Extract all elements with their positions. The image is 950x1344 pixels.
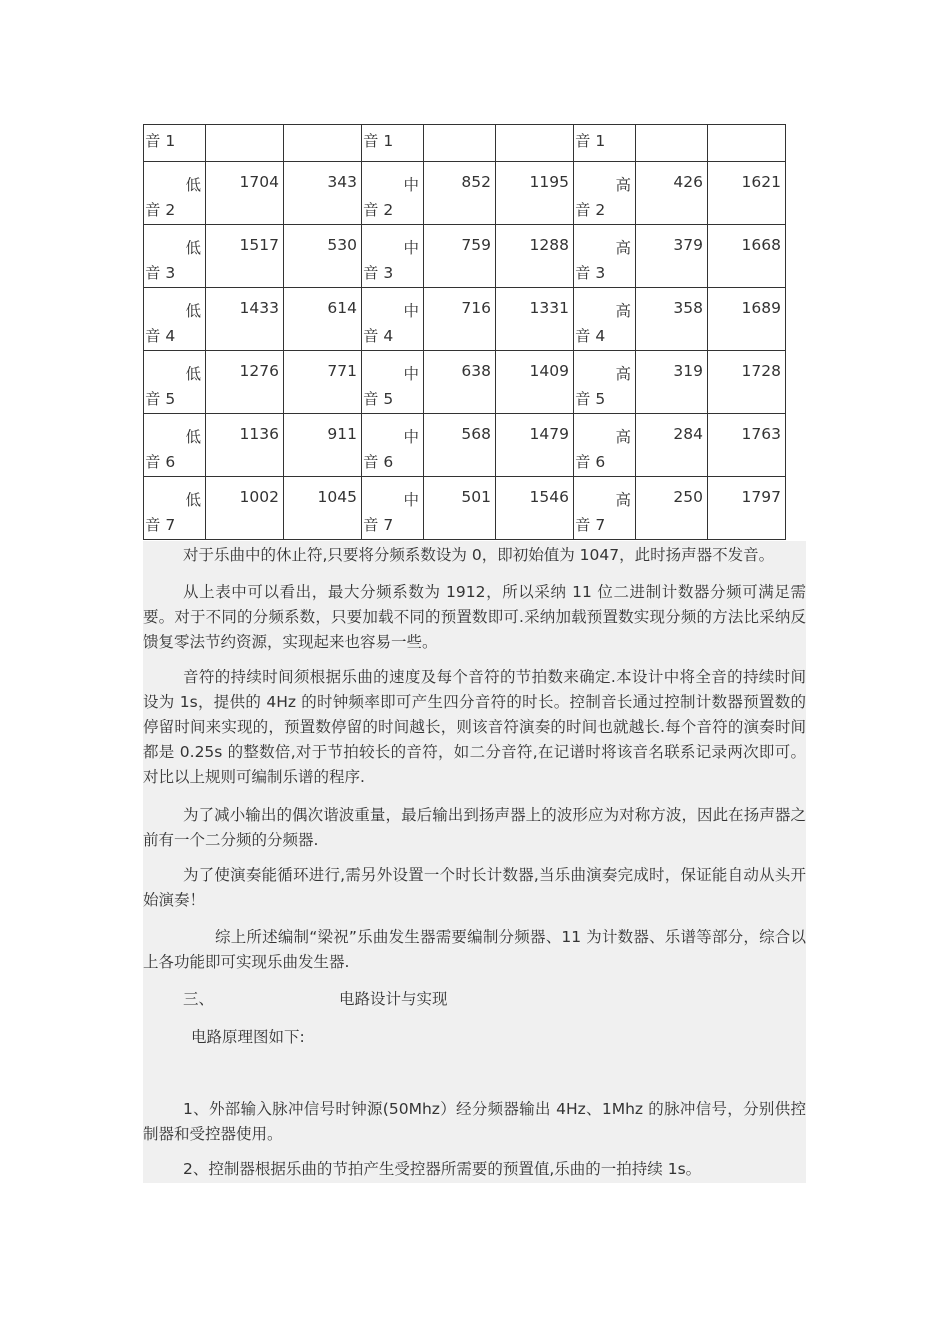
table-row [144,162,786,225]
register-label: 高 [615,365,631,383]
cell-value: 852 [461,173,491,191]
cell-value: 1045 [317,488,357,506]
section-title: 电路设计与实现 [339,990,448,1008]
paragraph-duration: 音符的持续时间须根据乐曲的速度及每个音符的节拍数来确定.本设计中将全音的持续时间设为 1s，提供的 4Hz 的时钟频率即可产生四分音符的时长。控制音长通过控制计数器预置数的停留时间来实现的，预置数停留的时间越长，则该音符演奏的时间也就越长.每个音符的演奏时间都是 0.25s 的整数倍,对于节拍较长的音符，如二分音符,在记谱时将该音名联系记录两次即可。对比以上规则可编制乐谱的程序. [143,668,806,786]
preset-value-cell [284,477,362,540]
preset-value-cell [496,125,574,162]
note-name-cell [144,414,206,477]
note-label: 音 7 [363,516,394,534]
note-label: 音 3 [145,264,176,282]
cell-value: 1002 [239,488,279,506]
cell-value: 1689 [741,299,781,317]
cell-value: 759 [461,236,491,254]
cell-value: 1517 [239,236,279,254]
note-name-cell [144,225,206,288]
divider-value-cell [424,225,496,288]
note-label: 音 6 [145,453,176,471]
preset-value-cell [708,477,786,540]
note-name-cell [362,225,424,288]
register-label: 高 [615,302,631,320]
divider-value-cell [636,125,708,162]
cell-value: 716 [461,299,491,317]
divider-value-cell [206,351,284,414]
note-name-cell [574,414,636,477]
register-label: 低 [185,428,201,446]
register-label: 中 [403,365,419,383]
cell-value: 614 [327,299,357,317]
register-label: 高 [615,239,631,257]
note-name-cell [144,125,206,162]
register-label: 中 [403,428,419,446]
note-name-cell [574,162,636,225]
register-label: 低 [185,491,201,509]
register-label: 高 [615,491,631,509]
divider-value-cell [206,477,284,540]
register-label: 低 [185,239,201,257]
note-name-cell [362,414,424,477]
divider-value-cell [206,125,284,162]
cell-value: 771 [327,362,357,380]
preset-value-cell [496,288,574,351]
schematic-intro: 电路原理图如下: [191,1028,305,1046]
register-label: 低 [185,365,201,383]
note-name-cell [144,351,206,414]
divider-value-cell [636,288,708,351]
divider-value-cell [636,414,708,477]
cell-value: 501 [461,488,491,506]
note-label: 音 4 [145,327,176,345]
cell-value: 1479 [529,425,569,443]
divider-value-cell [636,162,708,225]
preset-value-cell [284,125,362,162]
cell-value: 568 [461,425,491,443]
cell-value: 379 [673,236,703,254]
preset-value-cell [708,125,786,162]
paragraph-loop: 为了使演奏能循环进行,需另外设置一个时长计数器,当乐曲演奏完成时，保证能自动从头开始演奏！ [143,866,806,909]
preset-value-cell [708,414,786,477]
register-label: 中 [403,239,419,257]
cell-value: 358 [673,299,703,317]
table-row [144,477,786,540]
preset-value-cell [496,351,574,414]
paragraph-max-divider: 从上表中可以看出，最大分频系数为 1912，所以采纳 11 位二进制计数器分频可满足需要。对于不同的分频系数，只要加载不同的预置数即可.采纳加载预置数实现分频的方法比采纳反馈复零法节约资源，实现起来也容易一些。 [143,583,806,651]
note-label: 音 5 [363,390,394,408]
register-label: 中 [403,491,419,509]
note-label: 音 6 [575,453,606,471]
divider-value-cell [206,225,284,288]
note-name-cell [362,477,424,540]
list-item-1: 1、外部输入脉冲信号时钟源(50Mhz）经分频器输出 4Hz、1Mhz 的脉冲信号，分别供控制器和受控器使用。 [143,1100,806,1143]
note-name-cell [362,351,424,414]
note-name-cell [574,225,636,288]
note-label: 音 4 [575,327,606,345]
note-name-cell [144,162,206,225]
note-name-cell [574,288,636,351]
section-number: 三、 [183,990,215,1008]
paragraph-harmonic: 为了减小输出的偶次谐波重量，最后输出到扬声器上的波形应为对称方波，因此在扬声器之前有一个二分频的分频器. [143,806,806,849]
cell-value: 1728 [741,362,781,380]
cell-value: 284 [673,425,703,443]
register-label: 中 [403,176,419,194]
cell-value: 530 [327,236,357,254]
preset-value-cell [708,288,786,351]
cell-value: 1288 [529,236,569,254]
cell-value: 1546 [529,488,569,506]
note-name-cell [574,125,636,162]
table-row [144,225,786,288]
table-row [144,351,786,414]
preset-value-cell [284,225,362,288]
list-item-2: 2、控制器根据乐曲的节拍产生受控器所需要的预置值,乐曲的一拍持续 1s。 [183,1160,702,1178]
preset-value-cell [496,162,574,225]
divider-value-cell [636,351,708,414]
cell-value: 250 [673,488,703,506]
preset-value-cell [284,288,362,351]
frequency-divider-table [143,124,786,540]
paragraph-rest-note: 对于乐曲中的休止符,只要将分频系数设为 0，即初始值为 1047，此时扬声器不发音。 [183,546,775,564]
cell-value: 1331 [529,299,569,317]
cell-value: 319 [673,362,703,380]
cell-value: 1668 [741,236,781,254]
body-text [143,541,806,1183]
divider-value-cell [636,225,708,288]
divider-value-cell [206,288,284,351]
note-label: 音 6 [363,453,394,471]
register-label: 中 [403,302,419,320]
divider-value-cell [206,414,284,477]
cell-value: 1704 [239,173,279,191]
cell-value: 1195 [529,173,569,191]
cell-value: 1433 [239,299,279,317]
note-label: 音 2 [575,201,606,219]
cell-value: 1276 [239,362,279,380]
preset-value-cell [708,225,786,288]
preset-value-cell [284,414,362,477]
note-name-cell [362,125,424,162]
note-label: 音 4 [363,327,394,345]
divider-value-cell [424,288,496,351]
note-label: 音 7 [575,516,606,534]
divider-value-cell [424,351,496,414]
divider-value-cell [636,477,708,540]
register-label: 高 [615,428,631,446]
cell-value: 638 [461,362,491,380]
register-label: 高 [615,176,631,194]
table-row [144,288,786,351]
note-name-cell [144,477,206,540]
cell-value: 1136 [239,425,279,443]
note-label: 音 2 [145,201,176,219]
divider-value-cell [424,125,496,162]
preset-value-cell [284,162,362,225]
divider-value-cell [424,414,496,477]
note-name-cell [574,477,636,540]
note-label: 音 5 [145,390,176,408]
cell-value: 1621 [741,173,781,191]
note-label: 音 7 [145,516,176,534]
note-label: 音 3 [575,264,606,282]
register-label: 低 [185,176,201,194]
note-name-cell [144,288,206,351]
cell-value: 911 [327,425,357,443]
table-row [144,414,786,477]
cell-value: 1409 [529,362,569,380]
register-label: 低 [185,302,201,320]
note-label: 音 2 [363,201,394,219]
divider-value-cell [206,162,284,225]
preset-value-cell [496,225,574,288]
cell-value: 426 [673,173,703,191]
note-table [143,124,786,540]
cell-value: 1763 [741,425,781,443]
cell-value: 1797 [741,488,781,506]
preset-value-cell [496,414,574,477]
cell-value: 343 [327,173,357,191]
paragraph-summary: 综上所述编制“梁祝”乐曲发生器需要编制分频器、11 为计数器、乐谱等部分，综合以上各功能即可实现乐曲发生器. [143,928,806,971]
preset-value-cell [708,162,786,225]
table-row [144,125,786,162]
note-label: 音 5 [575,390,606,408]
note-label: 音 1 [575,132,606,150]
divider-value-cell [424,162,496,225]
note-label: 音 1 [145,132,176,150]
note-name-cell [362,162,424,225]
preset-value-cell [284,351,362,414]
note-name-cell [362,288,424,351]
note-name-cell [574,351,636,414]
note-label: 音 3 [363,264,394,282]
preset-value-cell [496,477,574,540]
divider-value-cell [424,477,496,540]
preset-value-cell [708,351,786,414]
note-label: 音 1 [363,132,394,150]
